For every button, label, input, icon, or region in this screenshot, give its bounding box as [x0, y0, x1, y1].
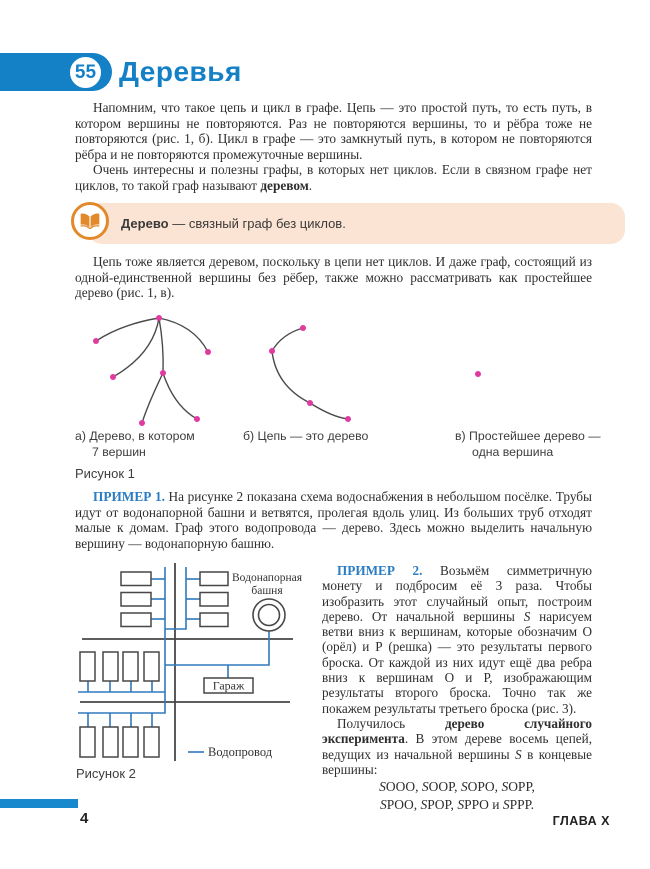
chapter-label: ГЛАВА X — [552, 814, 610, 828]
tower-label-line1: Водонапорная — [232, 572, 302, 584]
result-text-1: Получилось — [337, 715, 445, 731]
paragraph-3-text: Цепь тоже является деревом, поскольку в цепи нет циклов. И даже граф, состоящий из одной-единственной вершины без рёбер, также можно рассматривать как простейшее дерево (рис. 1, в). — [75, 254, 592, 300]
section-number-badge — [67, 54, 104, 91]
intro-paragraphs — [75, 100, 592, 193]
paragraph-2-text: Очень интересны и полезны графы, в которых нет циклов. Если в связном графе нет циклов, то такой граф называют — [75, 162, 592, 193]
result-text-2: . В этом дереве восемь цепей, ведущих из начальной вершины — [322, 731, 592, 762]
figure2-label: Рисунок 2 — [76, 766, 136, 781]
section-number: 55 — [74, 61, 97, 83]
example1-text: На рисунке 2 показана схема водоснабжения в небольшом посёлке. Трубы идут от водонапорной башни и ветвятся, пролегая вдоль улиц. Из больших труб отходят малые к домам. Граф этого водопровода — дерево. Здесь можно выделить начальную вершину — водонапорную башню. — [75, 489, 592, 551]
example2-var-s: S — [523, 608, 531, 624]
paragraph-2 — [75, 162, 592, 193]
result-text-3: в концевые вершины: — [322, 746, 592, 777]
paragraph-1-text: Напомним, что такое цепь и цикл в графе. Цепь — это простой путь, то есть путь, в котором вершины не повторяются. Раз не повторяются вершины, то и рёбра тоже не повторяются (рис. 1, б). Цикл в графе — это замкнутый путь, в котором не повторяются рёбра и не повторяются промежуточные вершины. — [75, 100, 592, 162]
chains-line-2: SPOO, SPOP, SPPO и SPPP. — [380, 796, 534, 812]
garage-label: Гараж — [212, 678, 245, 693]
figure1-label: Рисунок 1 — [75, 466, 135, 481]
result-paragraph — [322, 716, 592, 777]
example1-wrap — [75, 489, 592, 551]
definition-rest: — связный граф без циклов. — [168, 216, 346, 231]
example2-text-1: Возьмём симметричную монету и подбросим её 3 раза. Чтобы изобразить этот случайный опыт, построим дерево. От начальной вершины — [322, 563, 592, 624]
footer-accent-bar — [0, 799, 78, 808]
open-book-glyph — [77, 208, 103, 234]
paragraph-2-period: . — [308, 177, 313, 193]
paragraph-3-wrap — [75, 254, 592, 301]
chains-line-1: SOOO, SOOP, SOPO, SOPP, — [379, 779, 535, 795]
definition-text — [121, 216, 346, 231]
book-icon — [71, 202, 109, 240]
tower-label-line2: башня — [251, 585, 283, 597]
figure1-caption-a-line1: а) Дерево, в котором — [75, 429, 195, 443]
figure2-graphic — [60, 563, 310, 763]
example1-label: ПРИМЕР 1. — [93, 489, 165, 504]
paragraph-1 — [75, 100, 592, 162]
result-bold-term: дерево случайного эксперимента — [322, 715, 592, 747]
legend-label: Водопровод — [208, 745, 273, 759]
figure1-edges — [96, 318, 348, 423]
page-title: Деревья — [119, 56, 242, 87]
figure1-vertices — [93, 315, 481, 426]
figure1-caption-c-line1: в) Простейшее дерево — — [455, 429, 601, 443]
figure1-caption-b: б) Цепь — это дерево — [243, 429, 369, 443]
example2-label: ПРИМЕР 2. — [337, 563, 423, 578]
example2-text-2: нарисуем ветви вниз к вершинам, которые обозначим О (орёл) и Р (решка) — это результаты первого броска. От каждой из них идут ещё два ребра вниз к вершинам О и Р, изображающим результаты второго броска. Точно так же покажем результаты третьего броска (рис. 3). — [322, 608, 592, 716]
paragraph-3 — [75, 254, 592, 301]
definition-term: Дерево — [121, 216, 169, 231]
example1-paragraph — [75, 489, 592, 551]
result-var-s: S — [515, 746, 522, 762]
example2-column — [322, 563, 592, 812]
page-number: 4 — [80, 810, 89, 827]
figure1-graphic — [60, 308, 600, 433]
water-tower-icon — [253, 599, 285, 631]
example2-paragraph — [322, 563, 592, 716]
paragraph-2-bold-term: деревом — [260, 177, 309, 193]
figure1-caption-a-line2: 7 вершин — [92, 445, 146, 459]
figure1-caption-c-line2: одна вершина — [472, 445, 554, 459]
